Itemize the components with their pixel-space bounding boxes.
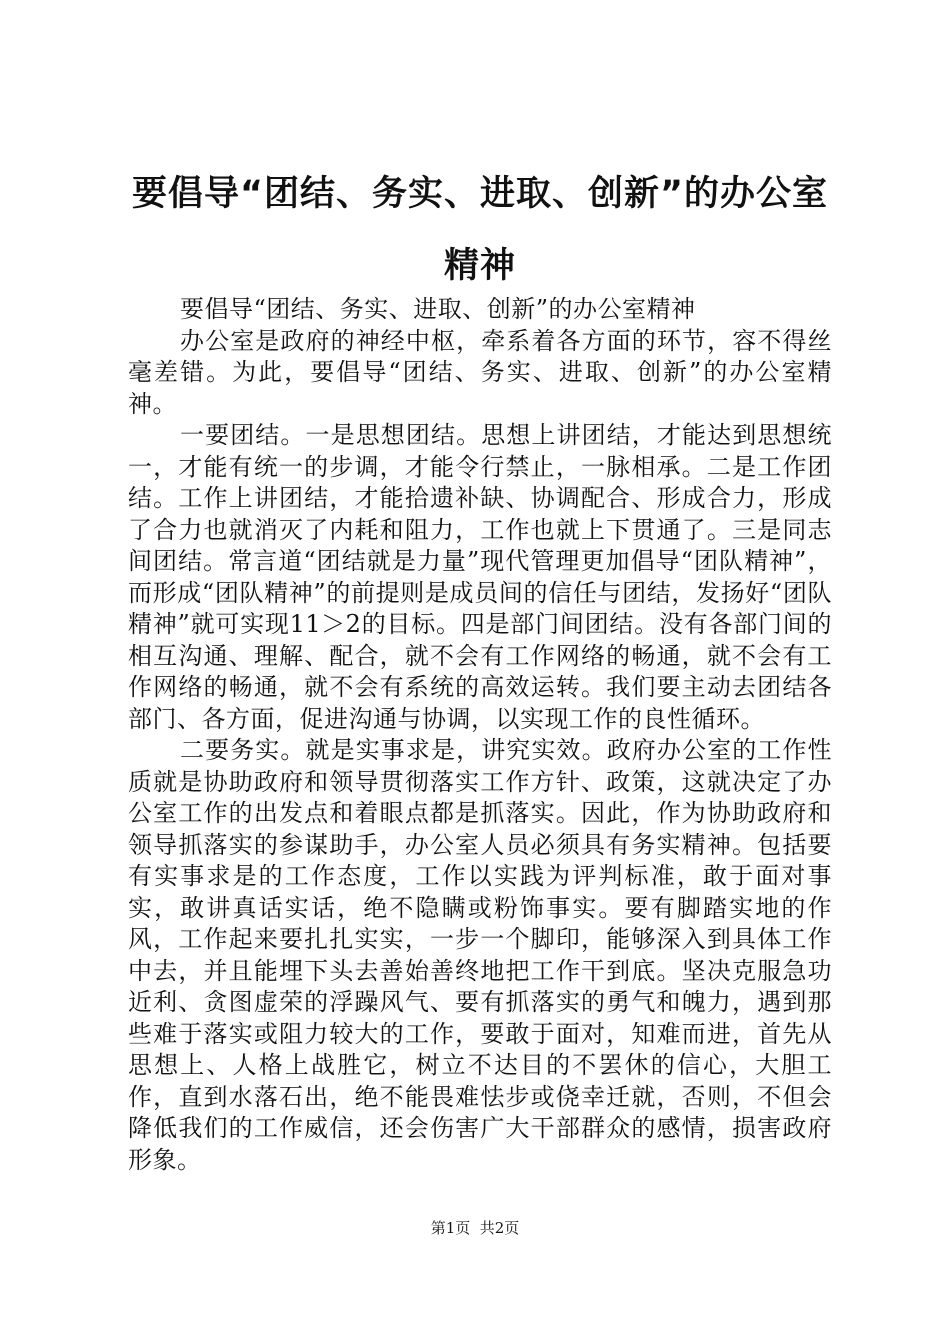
page-footer <box>0 1218 950 1238</box>
pragmatism-paragraph: 二要务实。就是实事求是，讲究实效。政府办公室的工作性质就是协助政府和领导贯彻落实工作方针、政策，这就决定了办公室工作的出发点和着眼点都是抓落实。因此，作为协助政府和领导抓落实的参谋助手，办公室人员必须具有务实精神。包括要有实事求是的工作态度，工作以实践为评判标准，敢于面对事实，敢讲真话实话，绝不隐瞒或粉饰事实。要有脚踏实地的作风，工作起来要扎扎实实，一步一个脚印，能够深入到具体工作中去，并且能埋下头去善始善终地把工作干到底。坚决克服急功近利、贪图虚荣的浮躁风气、要有抓落实的勇气和魄力，遇到那些难于落实或阻力较大的工作，要敢于面对，知难而进，首先从思想上、人格上战胜它，树立不达目的不罢休的信心，大胆工作，直到水落石出，绝不能畏难怯步或侥幸迁就，否则，不但会降低我们的工作威信，还会伤害广大干部群众的感情，损害政府形象。 <box>128 736 832 1174</box>
document-title <box>120 158 840 302</box>
unity-paragraph: 一要团结。一是思想团结。思想上讲团结，才能达到思想统一，才能有统一的步调，才能令行禁止，一脉相承。二是工作团结。工作上讲团结，才能拾遗补缺、协调配合、形成合力，形成了合力也就消灭了内耗和阻力，工作也就上下贯通了。三是同志间团结。常言道“团结就是力量”现代管理更加倡导“团队精神”，而形成“团队精神”的前提则是成员间的信任与团结，发扬好“团队精神”就可实现11＞2的目标。四是部门间团结。没有各部门间的相互沟通、理解、配合，就不会有工作网络的畅通，就不会有工作网络的畅通，就不会有系统的高效运转。我们要主动去团结各部门、各方面，促进沟通与协调，以实现工作的良性循环。 <box>128 421 832 733</box>
title-line-2: 精神 <box>443 246 516 286</box>
subtitle-paragraph: 要倡导“团结、务实、进取、创新”的办公室精神 <box>180 295 696 323</box>
page-number: 第1页 共2页 <box>430 1219 520 1237</box>
document-body <box>128 294 832 1176</box>
title-line-1: 要倡导“团结、务实、进取、创新”的办公室 <box>131 174 828 214</box>
intro-paragraph: 办公室是政府的神经中枢，牵系着各方面的环节，容不得丝毫差错。为此，要倡导“团结、务实、进取、创新”的办公室精神。 <box>128 326 832 418</box>
